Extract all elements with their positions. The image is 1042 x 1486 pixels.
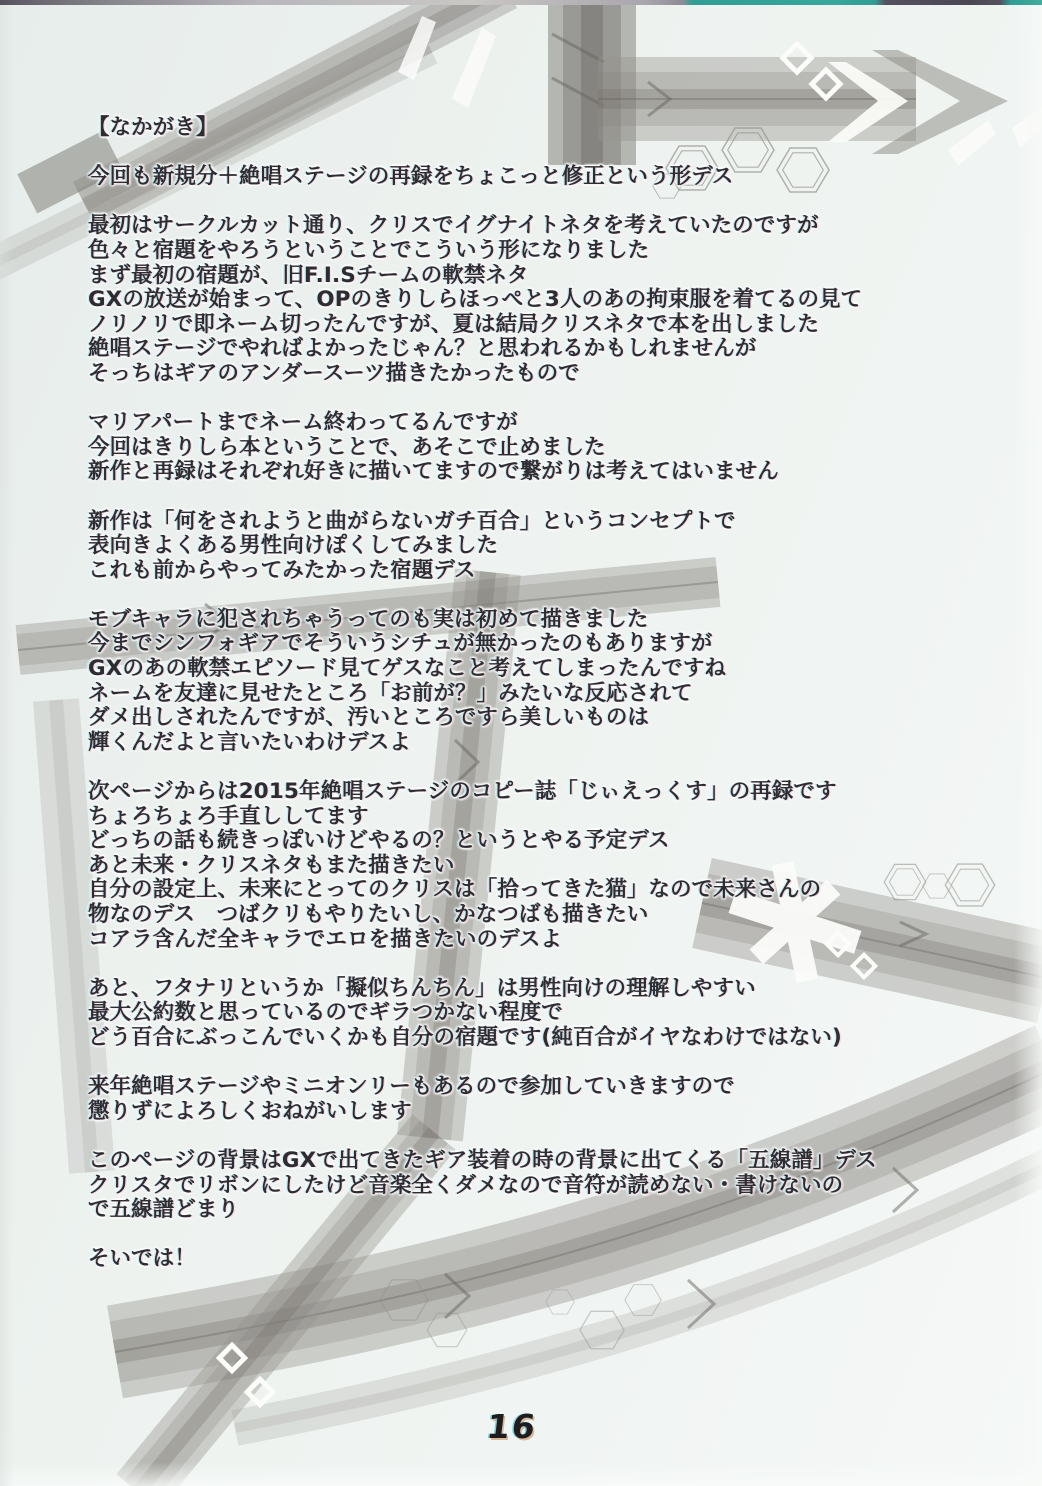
text-line: 新作と再録はそれぞれ好きに描いてますので繋がりは考えてはいません <box>88 459 779 485</box>
text-line: クリスタでリボンにしたけど音楽全くダメなので音符が読めない・書けないの <box>88 1172 844 1198</box>
body-text <box>88 116 988 1272</box>
text-line: 物なのデス つばクリもやりたいし、かなつばも描きたい <box>88 902 649 927</box>
page-number: 16 <box>484 1407 540 1446</box>
text-line: 新作は「何をされようと曲がらないガチ百合」というコンセプトで <box>88 508 736 534</box>
text-line: 今までシンフォギアでそういうシチュが無かったのもありますが <box>88 631 713 657</box>
text-line: GXのあの軟禁エピソード見てゲスなこと考えてしまったんですね <box>88 656 727 682</box>
paragraph <box>88 214 988 386</box>
text-line: ネームを友達に見せたところ「お前が？」みたいな反応されて <box>88 680 693 706</box>
text-line: あと、フタナリというか「擬似ちんちん」は男性向けの理解しやすい <box>88 975 756 1001</box>
text-line: 次ページからは2015年絶唱ステージのコピー誌「じぃえっくす」の再録です <box>88 779 837 805</box>
paragraph <box>88 165 988 190</box>
text-line: モブキャラに犯されちゃうってのも実は初めて描きました <box>88 606 649 632</box>
text-line: 輝くんだよと言いたいわけデスよ <box>88 729 412 755</box>
page-heading: 【なかがき】 <box>88 115 218 140</box>
right-edge-highlight <box>1014 0 1042 1486</box>
paragraph <box>88 608 988 756</box>
text-line: 絶唱ステージでやればよかったじゃん？と思われるかもしれませんが <box>88 336 757 362</box>
text-line: 自分の設定上、未来にとってのクリスは「拾ってきた猫」なので未来さんの <box>88 877 822 903</box>
top-edge-strip <box>0 0 1042 5</box>
text-line: 来年絶唱ステージやミニオンリーもあるので参加していきますので <box>88 1074 735 1100</box>
text-line: あと未来・クリスネタもまた描きたい <box>88 852 455 878</box>
text-line: 色々と宿題をやろうということでこういう形になりました <box>88 237 650 263</box>
left-edge-shade <box>0 0 14 1486</box>
text-line: で五線譜どまり <box>88 1197 240 1223</box>
text-line: 今回も新規分＋絶唱ステージの再録をちょこっと修正という形デス <box>88 164 734 190</box>
paragraph <box>88 1075 988 1124</box>
text-line: どう百合にぶっこんでいくかも自分の宿題です(純百合がイヤなわけではない) <box>88 1024 843 1050</box>
paragraph <box>88 977 988 1051</box>
text-line: 今回はきりしら本ということで、あそこで止めました <box>88 434 606 460</box>
text-line: ノリノリで即ネーム切ったんですが、夏は結局クリスネタで本を出しました <box>88 311 820 337</box>
text-line: ちょろちょろ手直ししてます <box>88 803 369 829</box>
text-line: どっちの話も続きっぽいけどやるの？というとやる予定デス <box>88 828 670 854</box>
text-line: GXの放送が始まって、OPのきりしらほっぺと3人のあの拘束服を着てるの見て <box>88 287 863 313</box>
text-line: マリアパートまでネーム終わってるんですが <box>88 410 518 436</box>
text-line: そいでは！ <box>88 1246 196 1272</box>
paragraph <box>88 1149 988 1223</box>
text-line: コアラ含んだ全キャラでエロを描きたいのデスよ <box>88 926 563 952</box>
paragraph <box>88 411 988 485</box>
text-line: これも前からやってみたかった宿題デス <box>88 557 476 583</box>
text-line: そっちはギアのアンダースーツ描きたかったもので <box>88 360 580 386</box>
text-line: このページの背景はGXで出てきたギア装着の時の背景に出てくる「五線譜」デス <box>88 1147 877 1173</box>
white-shard-icon <box>452 28 496 108</box>
text-line: 表向きよくある男性向けぽくしてみました <box>88 533 499 559</box>
bottom-edge-highlight <box>0 1462 1042 1486</box>
paragraph <box>88 510 988 584</box>
text-line: まず最初の宿題が、旧F.I.Sチームの軟禁ネタ <box>88 262 529 288</box>
paragraph <box>88 780 988 952</box>
text-line: 最大公約数と思っているのでギラつかない程度で <box>88 1000 563 1026</box>
text-line: 懲りずによろしくおねがいします <box>88 1098 412 1124</box>
paragraph <box>88 1247 988 1272</box>
staff-ribbon-band-left-vertical <box>56 700 92 1172</box>
text-line: 最初はサークルカット通り、クリスでイグナイトネタを考えていたのですが <box>88 213 819 239</box>
text-line: ダメ出しされたんですが、汚いところですら美しいものは <box>88 705 650 731</box>
